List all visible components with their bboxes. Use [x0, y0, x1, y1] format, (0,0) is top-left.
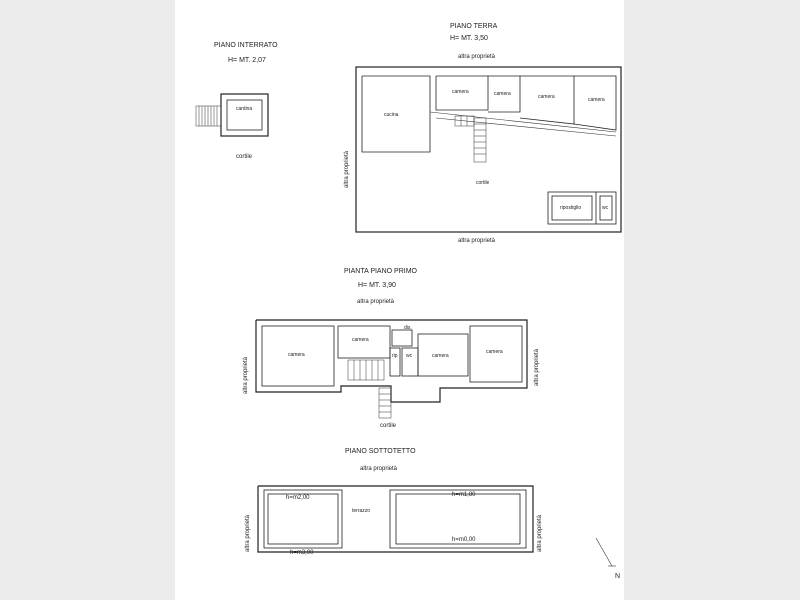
- terra-title: PIANO TERRA: [450, 23, 498, 30]
- primo-neighbor-right: altra proprietà: [534, 348, 540, 386]
- primo-dis-label: dis.: [404, 325, 412, 331]
- terra-room-camera4: camera: [588, 97, 605, 103]
- plan-terra: [356, 67, 621, 232]
- terra-height: H= MT. 3,50: [450, 35, 488, 42]
- primo-neighbor-top: altra proprietà: [357, 299, 395, 305]
- sottotetto-terrace-label: terrazzo: [352, 508, 371, 514]
- sottotetto-title: PIANO SOTTOTETTO: [345, 448, 416, 455]
- terra-camera3-walls: [520, 76, 574, 124]
- sottotetto-neighbor-left: altra proprietà: [245, 514, 251, 552]
- primo-dis-walls: [392, 330, 412, 346]
- sottotetto-h-left-bottom: h=m3,00: [290, 550, 314, 556]
- sottotetto-h-right-top: h=m1,80: [452, 492, 476, 498]
- terra-wc-label: wc: [602, 205, 609, 211]
- primo-neighbor-left: altra proprietà: [243, 356, 249, 394]
- sottotetto-neighbor-right: altra proprietà: [537, 514, 543, 552]
- primo-rip-label: rip: [392, 353, 398, 359]
- terra-neighbor-left: altra proprietà: [344, 150, 350, 188]
- interrato-title: PIANO INTERRATO: [214, 42, 278, 49]
- interrato-height: H= MT. 2,07: [228, 57, 266, 64]
- primo-room-camera4: camera: [486, 349, 503, 355]
- terra-neighbor-top: altra proprietà: [458, 54, 496, 60]
- cantina-inner-wall: [227, 100, 262, 130]
- primo-room-camera1: camera: [288, 352, 305, 358]
- primo-stairs: [348, 360, 391, 418]
- interrato-room-label: cantina: [236, 106, 253, 112]
- north-label: N: [615, 573, 621, 580]
- terra-storage-label: ripostiglio: [560, 205, 582, 211]
- terra-stairs: [455, 116, 486, 162]
- north-arrow: [596, 538, 616, 566]
- primo-wc-label: wc: [406, 353, 413, 359]
- terra-room-camera2: camera: [494, 91, 511, 97]
- plan-interrato: [196, 94, 268, 136]
- terra-camera4-walls: [574, 76, 616, 130]
- plan-primo: [256, 320, 527, 418]
- terra-corridor-wall: [430, 112, 616, 132]
- interrato-stairs: [196, 106, 221, 126]
- primo-room-camera2: camera: [352, 337, 369, 343]
- sottotetto-neighbor-top: altra proprietà: [360, 466, 398, 472]
- primo-height: H= MT. 3,90: [358, 282, 396, 289]
- terra-room-camera3: camera: [538, 94, 555, 100]
- sottotetto-h-left-top: h=m2,00: [286, 495, 310, 501]
- interrato-yard-label: cortile: [236, 154, 253, 160]
- terra-room-camera1: camera: [452, 89, 469, 95]
- terra-room-cucina: cucina: [384, 112, 399, 118]
- primo-yard-label: cortile: [380, 423, 397, 429]
- primo-room-camera3: camera: [432, 353, 449, 359]
- primo-boundary: [256, 320, 527, 402]
- terra-neighbor-bottom: altra proprietà: [458, 238, 496, 244]
- terra-yard-label: cortile: [476, 180, 490, 186]
- sottotetto-h-right-bottom: h=m0,00: [452, 537, 476, 543]
- terra-boundary: [356, 67, 621, 232]
- primo-title: PIANTA PIANO PRIMO: [344, 268, 417, 275]
